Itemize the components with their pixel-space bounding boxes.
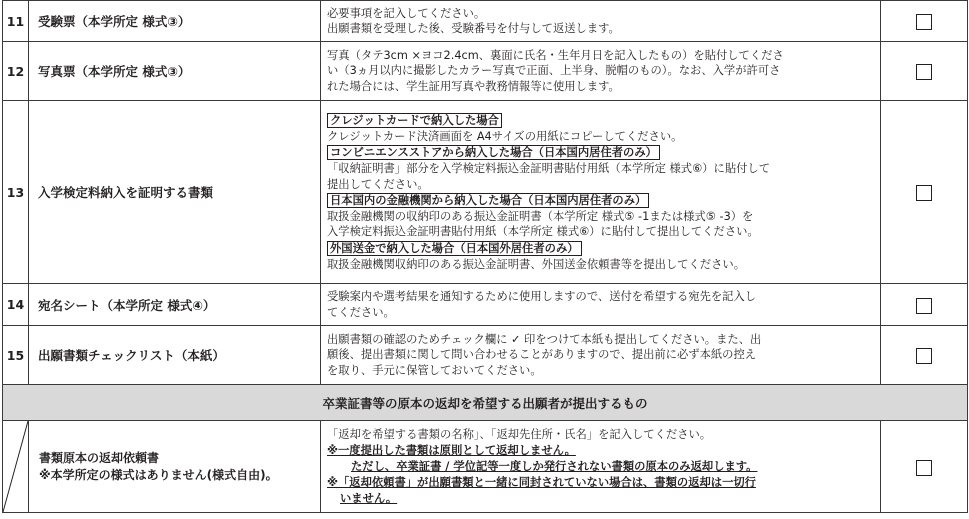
table-row xyxy=(3,421,968,513)
notice-line: ※一度提出した書類は原則として返却しません。 xyxy=(327,443,576,457)
document-name xyxy=(29,421,321,513)
description-line: 出願書類の確認のためチェック欄に ✓ 印をつけて本紙も提出してください。また、出 xyxy=(327,333,762,347)
description-line: 「返却を希望する書類の名称」、「返却先住所・氏名」を記入してください。 xyxy=(327,427,712,441)
row-number: 13 xyxy=(3,101,29,284)
document-description xyxy=(321,284,881,326)
description-line: 取扱金融機関収納印のある振込金証明書、外国送金依頼書等を提出してください。 xyxy=(327,257,745,271)
return-request-name: 書類原本の返却依頼書 xyxy=(39,450,160,465)
row-number: 12 xyxy=(3,42,29,101)
row-number: 15 xyxy=(3,326,29,385)
description-line: 願後、提出書類に関して問い合わせることがありますので、提出前に必ず本紙の控え xyxy=(327,348,757,362)
payment-method-heading: クレジットカードで納入した場合 xyxy=(327,113,502,128)
description-line: 受験案内や選考結果を通知するために使用しますので、送付を希望する宛先を記入し xyxy=(327,290,757,304)
description-line: 入学検定料振込金証明書貼付用紙（本学所定 様式⑥）に貼付して提出してください。 xyxy=(327,225,759,239)
description-line: 取扱金融機関の収納印のある振込金証明書（本学所定 様式⑤ -1または様式⑤ -3）を xyxy=(327,210,754,223)
description-line: を取り、手元に保管しておいてください。 xyxy=(327,363,542,377)
notice-line: ※「返却依頼書」が出願書類と一緒に同封されていない場合は、書類の返却は一切行 xyxy=(327,475,756,489)
check-box[interactable] xyxy=(916,14,932,30)
description-line: 「収納証明書」部分を入学検定料振込金証明書貼付用紙（本学所定 様式⑥）に貼付して xyxy=(327,162,771,176)
description-line: てください。 xyxy=(327,305,395,319)
section-header: 卒業証書等の原本の返却を希望する出願者が提出するもの xyxy=(3,385,968,421)
document-description xyxy=(321,42,881,101)
description-line: 写真（タテ3cm ×ヨコ2.4cm、裏面に氏名・生年月日を記入したもの）を貼付してくださ xyxy=(327,49,784,63)
check-box[interactable] xyxy=(916,64,932,80)
section-header-row xyxy=(3,385,968,421)
return-request-note: ※本学所定の様式はありません(様式自由)。 xyxy=(39,467,278,482)
table-row xyxy=(3,1,968,42)
description-line: い（3ヵ月以内に撮影したカラー写真で正面、上半身、脱帽のもの）。なお、入学が許可さ xyxy=(327,64,781,78)
document-name: 宛名シート（本学所定 様式④） xyxy=(29,284,321,326)
document-description xyxy=(321,421,881,513)
payment-method-heading: 日本国内の金融機関から納入した場合（日本国内居住者のみ） xyxy=(327,193,649,208)
diagonal-slash-cell xyxy=(3,421,29,513)
payment-method-heading: コンビニエンスストアから納入した場合（日本国内居住者のみ） xyxy=(327,145,660,160)
document-description xyxy=(321,326,881,385)
slash-line xyxy=(3,421,28,512)
table-row xyxy=(3,284,968,326)
document-name: 写真票（本学所定 様式③） xyxy=(29,42,321,101)
notice-line: ただし、卒業証書 / 学位記等一度しか発行されない書類の原本のみ返却します。 xyxy=(351,459,758,473)
table-row xyxy=(3,326,968,385)
check-box[interactable] xyxy=(916,298,932,314)
description-line: 出願書類を受理した後、受験番号を付与して返送します。 xyxy=(327,22,620,35)
document-name: 入学検定料納入を証明する書類 xyxy=(29,101,321,284)
table-row xyxy=(3,42,968,101)
check-box[interactable] xyxy=(916,185,932,201)
check-box[interactable] xyxy=(916,460,932,476)
table-row xyxy=(3,101,968,284)
document-description xyxy=(321,1,881,42)
description-line: れた場合には、学生証用写真や教務情報等に使用します。 xyxy=(327,79,620,93)
document-name: 出願書類チェックリスト（本紙） xyxy=(29,326,321,385)
row-number: 11 xyxy=(3,1,29,42)
description-line: 提出してください。 xyxy=(327,177,429,191)
row-number: 14 xyxy=(3,284,29,326)
notice-line: いません。 xyxy=(340,491,398,505)
description-line: 必要事項を記入してください。 xyxy=(327,6,486,20)
document-description xyxy=(321,101,881,284)
check-box[interactable] xyxy=(916,348,932,364)
payment-method-heading: 外国送金で納入した場合（日本国外居住者のみ） xyxy=(327,241,582,256)
checklist-table xyxy=(2,0,968,513)
description-line: クレジットカード決済画面を A4サイズの用紙にコピーしてください。 xyxy=(327,130,683,144)
document-name: 受験票（本学所定 様式③） xyxy=(29,1,321,42)
